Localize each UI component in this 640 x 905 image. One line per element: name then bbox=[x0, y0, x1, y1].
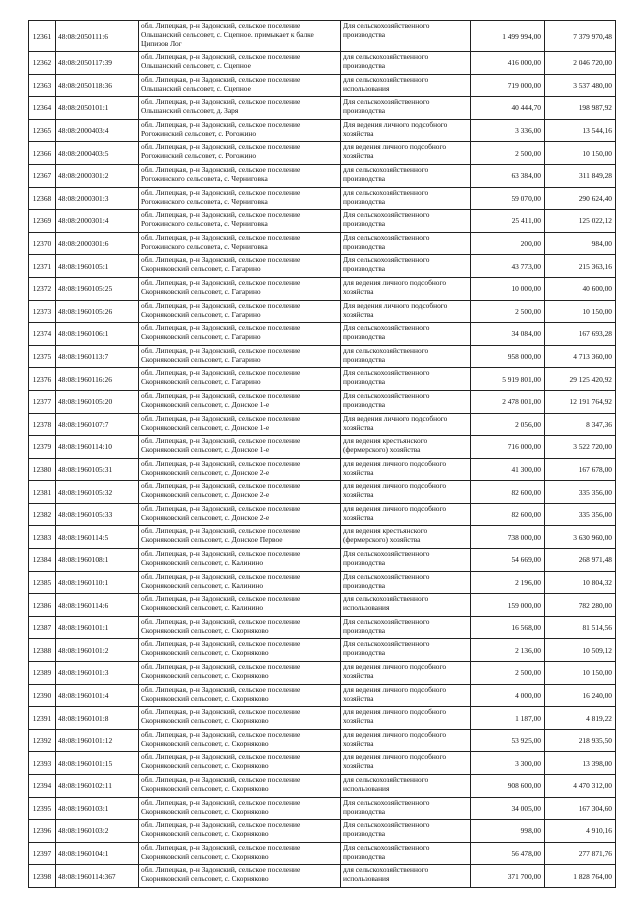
land-use-cell: Для сельскохозяйственного производства bbox=[341, 616, 471, 639]
address-cell: обл. Липецкая, р-н Задонский, сельское поселение Скорняковский сельсовет, с. Донское 1-е bbox=[139, 436, 341, 459]
cadastral-number-cell: 48:08:1960104:1 bbox=[56, 842, 139, 865]
land-use-cell: Для сельскохозяйственного производства bbox=[341, 368, 471, 391]
cadastral-number-cell: 48:08:1960105:32 bbox=[56, 481, 139, 504]
area-cell: 2 136,00 bbox=[471, 639, 545, 662]
cadastral-value-cell: 125 022,12 bbox=[545, 210, 616, 233]
row-number-cell: 12368 bbox=[29, 187, 56, 210]
cadastral-number-cell: 48:08:2000403:4 bbox=[56, 119, 139, 142]
address-cell: обл. Липецкая, р-н Задонский, сельское поселение Скорняковский сельсовет, с. Скорняково bbox=[139, 752, 341, 775]
table-row bbox=[29, 481, 616, 504]
address-cell: обл. Липецкая, р-н Задонский, сельское поселение Скорняковский сельсовет, с. Гагарино bbox=[139, 255, 341, 278]
cadastral-number-cell: 48:08:1960101:15 bbox=[56, 752, 139, 775]
cadastral-number-cell: 48:08:1960114:5 bbox=[56, 526, 139, 549]
address-cell: обл. Липецкая, р-н Задонский, сельское поселение Рогожинского сельсовета, с. Черниговка bbox=[139, 210, 341, 233]
row-number-cell: 12378 bbox=[29, 413, 56, 436]
row-number-cell: 12387 bbox=[29, 616, 56, 639]
row-number-cell: 12373 bbox=[29, 300, 56, 323]
land-use-cell: для ведения личного подсобного хозяйства bbox=[341, 752, 471, 775]
cadastral-number-cell: 48:08:1960105:31 bbox=[56, 458, 139, 481]
row-number-cell: 12374 bbox=[29, 323, 56, 346]
land-use-cell: Для сельскохозяйственного производства bbox=[341, 390, 471, 413]
address-cell: обл. Липецкая, р-н Задонский, сельское поселение Ольшанский сельсовет, д. Заря bbox=[139, 97, 341, 120]
address-cell: обл. Липецкая, р-н Задонский, сельское поселение Скорняковский сельсовет, с. Донское 1-е bbox=[139, 413, 341, 436]
row-number-cell: 12392 bbox=[29, 729, 56, 752]
land-use-cell: Для сельскохозяйственного производства bbox=[341, 323, 471, 346]
cadastral-value-cell: 782 280,00 bbox=[545, 594, 616, 617]
table-row bbox=[29, 639, 616, 662]
land-use-cell: Для сельскохозяйственного производства bbox=[341, 549, 471, 572]
cadastral-number-cell: 48:08:2000301:3 bbox=[56, 187, 139, 210]
table-row bbox=[29, 503, 616, 526]
cadastral-number-cell: 48:08:1960105:25 bbox=[56, 277, 139, 300]
area-cell: 82 600,00 bbox=[471, 481, 545, 504]
cadastral-value-cell: 268 971,48 bbox=[545, 549, 616, 572]
land-use-cell: Для сельскохозяйственного производства bbox=[341, 820, 471, 843]
land-use-cell: для сельскохозяйственного использования bbox=[341, 594, 471, 617]
area-cell: 2 500,00 bbox=[471, 662, 545, 685]
document-page bbox=[28, 20, 615, 888]
row-number-cell: 12393 bbox=[29, 752, 56, 775]
row-number-cell: 12397 bbox=[29, 842, 56, 865]
row-number-cell: 12362 bbox=[29, 52, 56, 75]
address-cell: обл. Липецкая, р-н Задонский, сельское поселение Скорняковский сельсовет, с. Гагарино bbox=[139, 277, 341, 300]
area-cell: 371 700,00 bbox=[471, 865, 545, 888]
land-use-cell: Для ведения личного подсобного хозяйства bbox=[341, 413, 471, 436]
area-cell: 5 919 801,00 bbox=[471, 368, 545, 391]
table-row bbox=[29, 865, 616, 888]
land-use-cell: для ведения личного подсобного хозяйства bbox=[341, 458, 471, 481]
address-cell: обл. Липецкая, р-н Задонский, сельское поселение Скорняковский сельсовет, с. Калинино bbox=[139, 594, 341, 617]
area-cell: 958 000,00 bbox=[471, 345, 545, 368]
land-use-cell: Для сельскохозяйственного производства bbox=[341, 255, 471, 278]
cadastral-value-cell: 3 537 480,00 bbox=[545, 74, 616, 97]
row-number-cell: 12367 bbox=[29, 164, 56, 187]
area-cell: 4 000,00 bbox=[471, 684, 545, 707]
address-cell: обл. Липецкая, р-н Задонский, сельское поселение Скорняковский сельсовет, с. Скорняково bbox=[139, 707, 341, 730]
address-cell: обл. Липецкая, р-н Задонский, сельское поселение Скорняковский сельсовет, с. Скорняково bbox=[139, 775, 341, 798]
area-cell: 159 000,00 bbox=[471, 594, 545, 617]
row-number-cell: 12384 bbox=[29, 549, 56, 572]
cadastral-value-cell: 335 356,00 bbox=[545, 503, 616, 526]
address-cell: обл. Липецкая, р-н Задонский, сельское поселение Скорняковский сельсовет, с. Гагарино bbox=[139, 345, 341, 368]
table-row bbox=[29, 594, 616, 617]
land-use-cell: для ведения личного подсобного хозяйства bbox=[341, 729, 471, 752]
table-row bbox=[29, 210, 616, 233]
land-use-cell: Для сельскохозяйственного производства bbox=[341, 571, 471, 594]
address-cell: обл. Липецкая, р-н Задонский, сельское поселение Ольшанский сельсовет, с. Сцепное bbox=[139, 74, 341, 97]
table-row bbox=[29, 775, 616, 798]
land-use-cell: для ведения личного подсобного хозяйства bbox=[341, 662, 471, 685]
table-row bbox=[29, 820, 616, 843]
row-number-cell: 12389 bbox=[29, 662, 56, 685]
table-row bbox=[29, 187, 616, 210]
cadastral-value-cell: 167 678,00 bbox=[545, 458, 616, 481]
address-cell: обл. Липецкая, р-н Задонский, сельское поселение Рогожинского сельсовета, с. Черниговка bbox=[139, 187, 341, 210]
cadastral-value-cell: 10 150,00 bbox=[545, 662, 616, 685]
table-row bbox=[29, 164, 616, 187]
table-row bbox=[29, 616, 616, 639]
cadastral-value-cell: 4 910,16 bbox=[545, 820, 616, 843]
table-row bbox=[29, 277, 616, 300]
table-row bbox=[29, 368, 616, 391]
area-cell: 54 669,00 bbox=[471, 549, 545, 572]
row-number-cell: 12377 bbox=[29, 390, 56, 413]
cadastral-number-cell: 48:08:1960114:10 bbox=[56, 436, 139, 459]
row-number-cell: 12366 bbox=[29, 142, 56, 165]
cadastral-number-cell: 48:08:1960105:33 bbox=[56, 503, 139, 526]
cadastral-number-cell: 48:08:2050111:6 bbox=[56, 21, 139, 52]
cadastral-number-cell: 48:08:1960108:1 bbox=[56, 549, 139, 572]
cadastral-number-cell: 48:08:1960106:1 bbox=[56, 323, 139, 346]
land-use-cell: Для сельскохозяйственного производства bbox=[341, 639, 471, 662]
address-cell: обл. Липецкая, р-н Задонский, сельское поселение Скорняковский сельсовет, с. Скорняково bbox=[139, 820, 341, 843]
cadastral-value-cell: 3 522 720,00 bbox=[545, 436, 616, 459]
row-number-cell: 12396 bbox=[29, 820, 56, 843]
address-cell: обл. Липецкая, р-н Задонский, сельское поселение Ольшанский сельсовет, с. Сцепное. примыкает к балке Ципизов Лог bbox=[139, 21, 341, 52]
table-row bbox=[29, 842, 616, 865]
address-cell: обл. Липецкая, р-н Задонский, сельское поселение Рогожинский сельсовет, с. Рогожино bbox=[139, 119, 341, 142]
cadastral-number-cell: 48:08:1960101:8 bbox=[56, 707, 139, 730]
address-cell: обл. Липецкая, р-н Задонский, сельское поселение Скорняковский сельсовет, с. Гагарино bbox=[139, 323, 341, 346]
table-body bbox=[29, 21, 616, 888]
row-number-cell: 12382 bbox=[29, 503, 56, 526]
land-use-cell: Для сельскохозяйственного производства bbox=[341, 97, 471, 120]
address-cell: обл. Липецкая, р-н Задонский, сельское поселение Скорняковский сельсовет, с. Гагарино bbox=[139, 300, 341, 323]
table-row bbox=[29, 390, 616, 413]
row-number-cell: 12370 bbox=[29, 232, 56, 255]
cadastral-number-cell: 48:08:1960105:26 bbox=[56, 300, 139, 323]
cadastral-value-cell: 29 125 420,92 bbox=[545, 368, 616, 391]
address-cell: обл. Липецкая, р-н Задонский, сельское поселение Скорняковский сельсовет, с. Скорняково bbox=[139, 865, 341, 888]
cadastral-value-cell: 1 828 764,00 bbox=[545, 865, 616, 888]
land-use-cell: Для сельскохозяйственного производства bbox=[341, 232, 471, 255]
table-row bbox=[29, 662, 616, 685]
cadastral-value-cell: 16 240,00 bbox=[545, 684, 616, 707]
cadastral-number-cell: 48:08:1960114:6 bbox=[56, 594, 139, 617]
cadastral-number-cell: 48:08:1960114:367 bbox=[56, 865, 139, 888]
land-use-cell: для сельскохозяйственного производства bbox=[341, 187, 471, 210]
area-cell: 10 000,00 bbox=[471, 277, 545, 300]
address-cell: обл. Липецкая, р-н Задонский, сельское поселение Скорняковский сельсовет, с. Донское 2-е bbox=[139, 503, 341, 526]
land-use-cell: для ведения личного подсобного хозяйства bbox=[341, 707, 471, 730]
cadastral-value-cell: 218 935,50 bbox=[545, 729, 616, 752]
area-cell: 1 499 994,00 bbox=[471, 21, 545, 52]
land-use-cell: для ведения крестьянского (фермерского) хозяйства bbox=[341, 436, 471, 459]
row-number-cell: 12372 bbox=[29, 277, 56, 300]
area-cell: 25 411,00 bbox=[471, 210, 545, 233]
cadastral-number-cell: 48:08:2050118:36 bbox=[56, 74, 139, 97]
land-use-cell: для ведения личного подсобного хозяйства bbox=[341, 277, 471, 300]
table-row bbox=[29, 97, 616, 120]
table-row bbox=[29, 797, 616, 820]
table-row bbox=[29, 323, 616, 346]
cadastral-number-cell: 48:08:1960113:7 bbox=[56, 345, 139, 368]
cadastral-value-cell: 335 356,00 bbox=[545, 481, 616, 504]
table-row bbox=[29, 549, 616, 572]
address-cell: обл. Липецкая, р-н Задонский, сельское поселение Скорняковский сельсовет, с. Донское 2-е bbox=[139, 458, 341, 481]
area-cell: 716 000,00 bbox=[471, 436, 545, 459]
cadastral-number-cell: 48:08:1960101:1 bbox=[56, 616, 139, 639]
address-cell: обл. Липецкая, р-н Задонский, сельское поселение Скорняковский сельсовет, с. Гагарино bbox=[139, 368, 341, 391]
cadastral-number-cell: 48:08:2000301:4 bbox=[56, 210, 139, 233]
cadastral-value-cell: 4 713 360,00 bbox=[545, 345, 616, 368]
cadastral-value-cell: 8 347,36 bbox=[545, 413, 616, 436]
row-number-cell: 12390 bbox=[29, 684, 56, 707]
address-cell: обл. Липецкая, р-н Задонский, сельское поселение Скорняковский сельсовет, с. Донское 2-е bbox=[139, 481, 341, 504]
cadastral-number-cell: 48:08:1960107:7 bbox=[56, 413, 139, 436]
area-cell: 53 925,00 bbox=[471, 729, 545, 752]
row-number-cell: 12376 bbox=[29, 368, 56, 391]
area-cell: 3 300,00 bbox=[471, 752, 545, 775]
land-use-cell: Для сельскохозяйственного производства bbox=[341, 210, 471, 233]
table-row bbox=[29, 458, 616, 481]
area-cell: 2 056,00 bbox=[471, 413, 545, 436]
area-cell: 908 600,00 bbox=[471, 775, 545, 798]
address-cell: обл. Липецкая, р-н Задонский, сельское поселение Скорняковский сельсовет, с. Скорняково bbox=[139, 662, 341, 685]
address-cell: обл. Липецкая, р-н Задонский, сельское поселение Скорняковский сельсовет, с. Калинино bbox=[139, 549, 341, 572]
area-cell: 82 600,00 bbox=[471, 503, 545, 526]
cadastral-value-cell: 81 514,56 bbox=[545, 616, 616, 639]
area-cell: 2 196,00 bbox=[471, 571, 545, 594]
land-use-cell: для сельскохозяйственного использования bbox=[341, 865, 471, 888]
area-cell: 738 000,00 bbox=[471, 526, 545, 549]
land-use-cell: для сельскохозяйственного производства bbox=[341, 345, 471, 368]
cadastral-value-cell: 290 624,40 bbox=[545, 187, 616, 210]
cadastral-value-cell: 40 600,00 bbox=[545, 277, 616, 300]
land-use-cell: для сельскохозяйственного использования bbox=[341, 74, 471, 97]
cadastral-value-cell: 4 819,22 bbox=[545, 707, 616, 730]
address-cell: обл. Липецкая, р-н Задонский, сельское поселение Скорняковский сельсовет, с. Скорняково bbox=[139, 616, 341, 639]
table-row bbox=[29, 752, 616, 775]
table-row bbox=[29, 74, 616, 97]
address-cell: обл. Липецкая, р-н Задонский, сельское поселение Скорняковский сельсовет, с. Донское Первое bbox=[139, 526, 341, 549]
cadastral-number-cell: 48:08:1960101:4 bbox=[56, 684, 139, 707]
area-cell: 41 300,00 bbox=[471, 458, 545, 481]
land-use-cell: Для ведения личного подсобного хозяйства bbox=[341, 119, 471, 142]
row-number-cell: 12383 bbox=[29, 526, 56, 549]
row-number-cell: 12365 bbox=[29, 119, 56, 142]
row-number-cell: 12369 bbox=[29, 210, 56, 233]
land-use-cell: для сельскохозяйственного производства bbox=[341, 164, 471, 187]
table-row bbox=[29, 436, 616, 459]
area-cell: 200,00 bbox=[471, 232, 545, 255]
land-use-cell: для ведения личного подсобного хозяйства bbox=[341, 503, 471, 526]
cadastral-number-cell: 48:08:1960101:12 bbox=[56, 729, 139, 752]
address-cell: обл. Липецкая, р-н Задонский, сельское поселение Рогожинского сельсовета, с. Черниговка bbox=[139, 164, 341, 187]
row-number-cell: 12388 bbox=[29, 639, 56, 662]
row-number-cell: 12380 bbox=[29, 458, 56, 481]
address-cell: обл. Липецкая, р-н Задонский, сельское поселение Скорняковский сельсовет, с. Скорняково bbox=[139, 797, 341, 820]
cadastral-number-cell: 48:08:1960105:1 bbox=[56, 255, 139, 278]
address-cell: обл. Липецкая, р-н Задонский, сельское поселение Скорняковский сельсовет, с. Скорняково bbox=[139, 639, 341, 662]
area-cell: 34 084,00 bbox=[471, 323, 545, 346]
area-cell: 719 000,00 bbox=[471, 74, 545, 97]
area-cell: 998,00 bbox=[471, 820, 545, 843]
address-cell: обл. Липецкая, р-н Задонский, сельское поселение Рогожинского сельсовета, с. Черниговка bbox=[139, 232, 341, 255]
land-use-cell: Для сельскохозяйственного производства bbox=[341, 797, 471, 820]
land-use-cell: Для сельскохозяйственного производства bbox=[341, 21, 471, 52]
address-cell: обл. Липецкая, р-н Задонский, сельское поселение Скорняковский сельсовет, с. Калинино bbox=[139, 571, 341, 594]
address-cell: обл. Липецкая, р-н Задонский, сельское поселение Ольшанский сельсовет, с. Сцепное bbox=[139, 52, 341, 75]
row-number-cell: 12379 bbox=[29, 436, 56, 459]
table-row bbox=[29, 255, 616, 278]
address-cell: обл. Липецкая, р-н Задонский, сельское поселение Скорняковский сельсовет, с. Скорняково bbox=[139, 684, 341, 707]
table-row bbox=[29, 684, 616, 707]
cadastral-value-cell: 277 871,76 bbox=[545, 842, 616, 865]
table-row bbox=[29, 729, 616, 752]
land-use-cell: для сельскохозяйственного производства bbox=[341, 52, 471, 75]
table-row bbox=[29, 707, 616, 730]
cadastral-value-cell: 311 849,28 bbox=[545, 164, 616, 187]
area-cell: 34 005,00 bbox=[471, 797, 545, 820]
cadastral-value-cell: 13 398,00 bbox=[545, 752, 616, 775]
address-cell: обл. Липецкая, р-н Задонский, сельское поселение Скорняковский сельсовет, с. Скорняково bbox=[139, 729, 341, 752]
cadastral-number-cell: 48:08:1960101:2 bbox=[56, 639, 139, 662]
area-cell: 1 187,00 bbox=[471, 707, 545, 730]
table-row bbox=[29, 232, 616, 255]
area-cell: 3 336,00 bbox=[471, 119, 545, 142]
row-number-cell: 12363 bbox=[29, 74, 56, 97]
cadastral-value-cell: 215 363,16 bbox=[545, 255, 616, 278]
area-cell: 416 000,00 bbox=[471, 52, 545, 75]
row-number-cell: 12361 bbox=[29, 21, 56, 52]
cadastral-value-cell: 12 191 764,92 bbox=[545, 390, 616, 413]
cadastral-value-cell: 4 470 312,00 bbox=[545, 775, 616, 798]
row-number-cell: 12386 bbox=[29, 594, 56, 617]
cadastral-value-cell: 167 693,28 bbox=[545, 323, 616, 346]
cadastral-value-cell: 2 046 720,00 bbox=[545, 52, 616, 75]
cadastral-number-cell: 48:08:2000301:6 bbox=[56, 232, 139, 255]
land-plots-table bbox=[28, 20, 616, 888]
land-use-cell: для ведения личного подсобного хозяйства bbox=[341, 684, 471, 707]
address-cell: обл. Липецкая, р-н Задонский, сельское поселение Скорняковский сельсовет, с. Донское 1-е bbox=[139, 390, 341, 413]
table-row bbox=[29, 142, 616, 165]
land-use-cell: для ведения крестьянского (фермерского) хозяйства bbox=[341, 526, 471, 549]
area-cell: 59 070,00 bbox=[471, 187, 545, 210]
table-row bbox=[29, 571, 616, 594]
cadastral-number-cell: 48:08:1960105:20 bbox=[56, 390, 139, 413]
cadastral-value-cell: 10 509,12 bbox=[545, 639, 616, 662]
cadastral-number-cell: 48:08:1960103:1 bbox=[56, 797, 139, 820]
land-use-cell: для ведения личного подсобного хозяйства bbox=[341, 481, 471, 504]
cadastral-number-cell: 48:08:1960116:26 bbox=[56, 368, 139, 391]
row-number-cell: 12375 bbox=[29, 345, 56, 368]
cadastral-value-cell: 13 544,16 bbox=[545, 119, 616, 142]
cadastral-number-cell: 48:08:2000403:5 bbox=[56, 142, 139, 165]
row-number-cell: 12364 bbox=[29, 97, 56, 120]
cadastral-number-cell: 48:08:1960102:11 bbox=[56, 775, 139, 798]
row-number-cell: 12394 bbox=[29, 775, 56, 798]
cadastral-number-cell: 48:08:1960103:2 bbox=[56, 820, 139, 843]
cadastral-value-cell: 10 804,32 bbox=[545, 571, 616, 594]
cadastral-value-cell: 3 630 960,00 bbox=[545, 526, 616, 549]
cadastral-value-cell: 7 379 970,48 bbox=[545, 21, 616, 52]
row-number-cell: 12371 bbox=[29, 255, 56, 278]
area-cell: 2 478 001,00 bbox=[471, 390, 545, 413]
land-use-cell: для ведения личного подсобного хозяйства bbox=[341, 142, 471, 165]
cadastral-number-cell: 48:08:2000301:2 bbox=[56, 164, 139, 187]
row-number-cell: 12395 bbox=[29, 797, 56, 820]
area-cell: 2 500,00 bbox=[471, 300, 545, 323]
table-row bbox=[29, 526, 616, 549]
area-cell: 63 384,00 bbox=[471, 164, 545, 187]
area-cell: 2 500,00 bbox=[471, 142, 545, 165]
cadastral-value-cell: 10 150,00 bbox=[545, 300, 616, 323]
table-row bbox=[29, 413, 616, 436]
cadastral-number-cell: 48:08:1960110:1 bbox=[56, 571, 139, 594]
cadastral-number-cell: 48:08:1960101:3 bbox=[56, 662, 139, 685]
cadastral-value-cell: 198 987,92 bbox=[545, 97, 616, 120]
address-cell: обл. Липецкая, р-н Задонский, сельское поселение Рогожинский сельсовет, с. Рогожино bbox=[139, 142, 341, 165]
table-row bbox=[29, 300, 616, 323]
land-use-cell: Для сельскохозяйственного производства bbox=[341, 842, 471, 865]
area-cell: 43 773,00 bbox=[471, 255, 545, 278]
row-number-cell: 12391 bbox=[29, 707, 56, 730]
cadastral-number-cell: 48:08:2050117:39 bbox=[56, 52, 139, 75]
cadastral-value-cell: 167 304,60 bbox=[545, 797, 616, 820]
address-cell: обл. Липецкая, р-н Задонский, сельское поселение Скорняковский сельсовет, с. Скорняково bbox=[139, 842, 341, 865]
table-row bbox=[29, 52, 616, 75]
table-row bbox=[29, 345, 616, 368]
table-row bbox=[29, 119, 616, 142]
row-number-cell: 12385 bbox=[29, 571, 56, 594]
table-row bbox=[29, 21, 616, 52]
cadastral-number-cell: 48:08:2050101:1 bbox=[56, 97, 139, 120]
land-use-cell: Для ведения личного подсобного хозяйства bbox=[341, 300, 471, 323]
land-use-cell: для сельскохозяйственного использования bbox=[341, 775, 471, 798]
row-number-cell: 12381 bbox=[29, 481, 56, 504]
cadastral-value-cell: 10 150,00 bbox=[545, 142, 616, 165]
area-cell: 56 478,00 bbox=[471, 842, 545, 865]
row-number-cell: 12398 bbox=[29, 865, 56, 888]
cadastral-value-cell: 984,00 bbox=[545, 232, 616, 255]
area-cell: 16 568,00 bbox=[471, 616, 545, 639]
area-cell: 40 444,70 bbox=[471, 97, 545, 120]
